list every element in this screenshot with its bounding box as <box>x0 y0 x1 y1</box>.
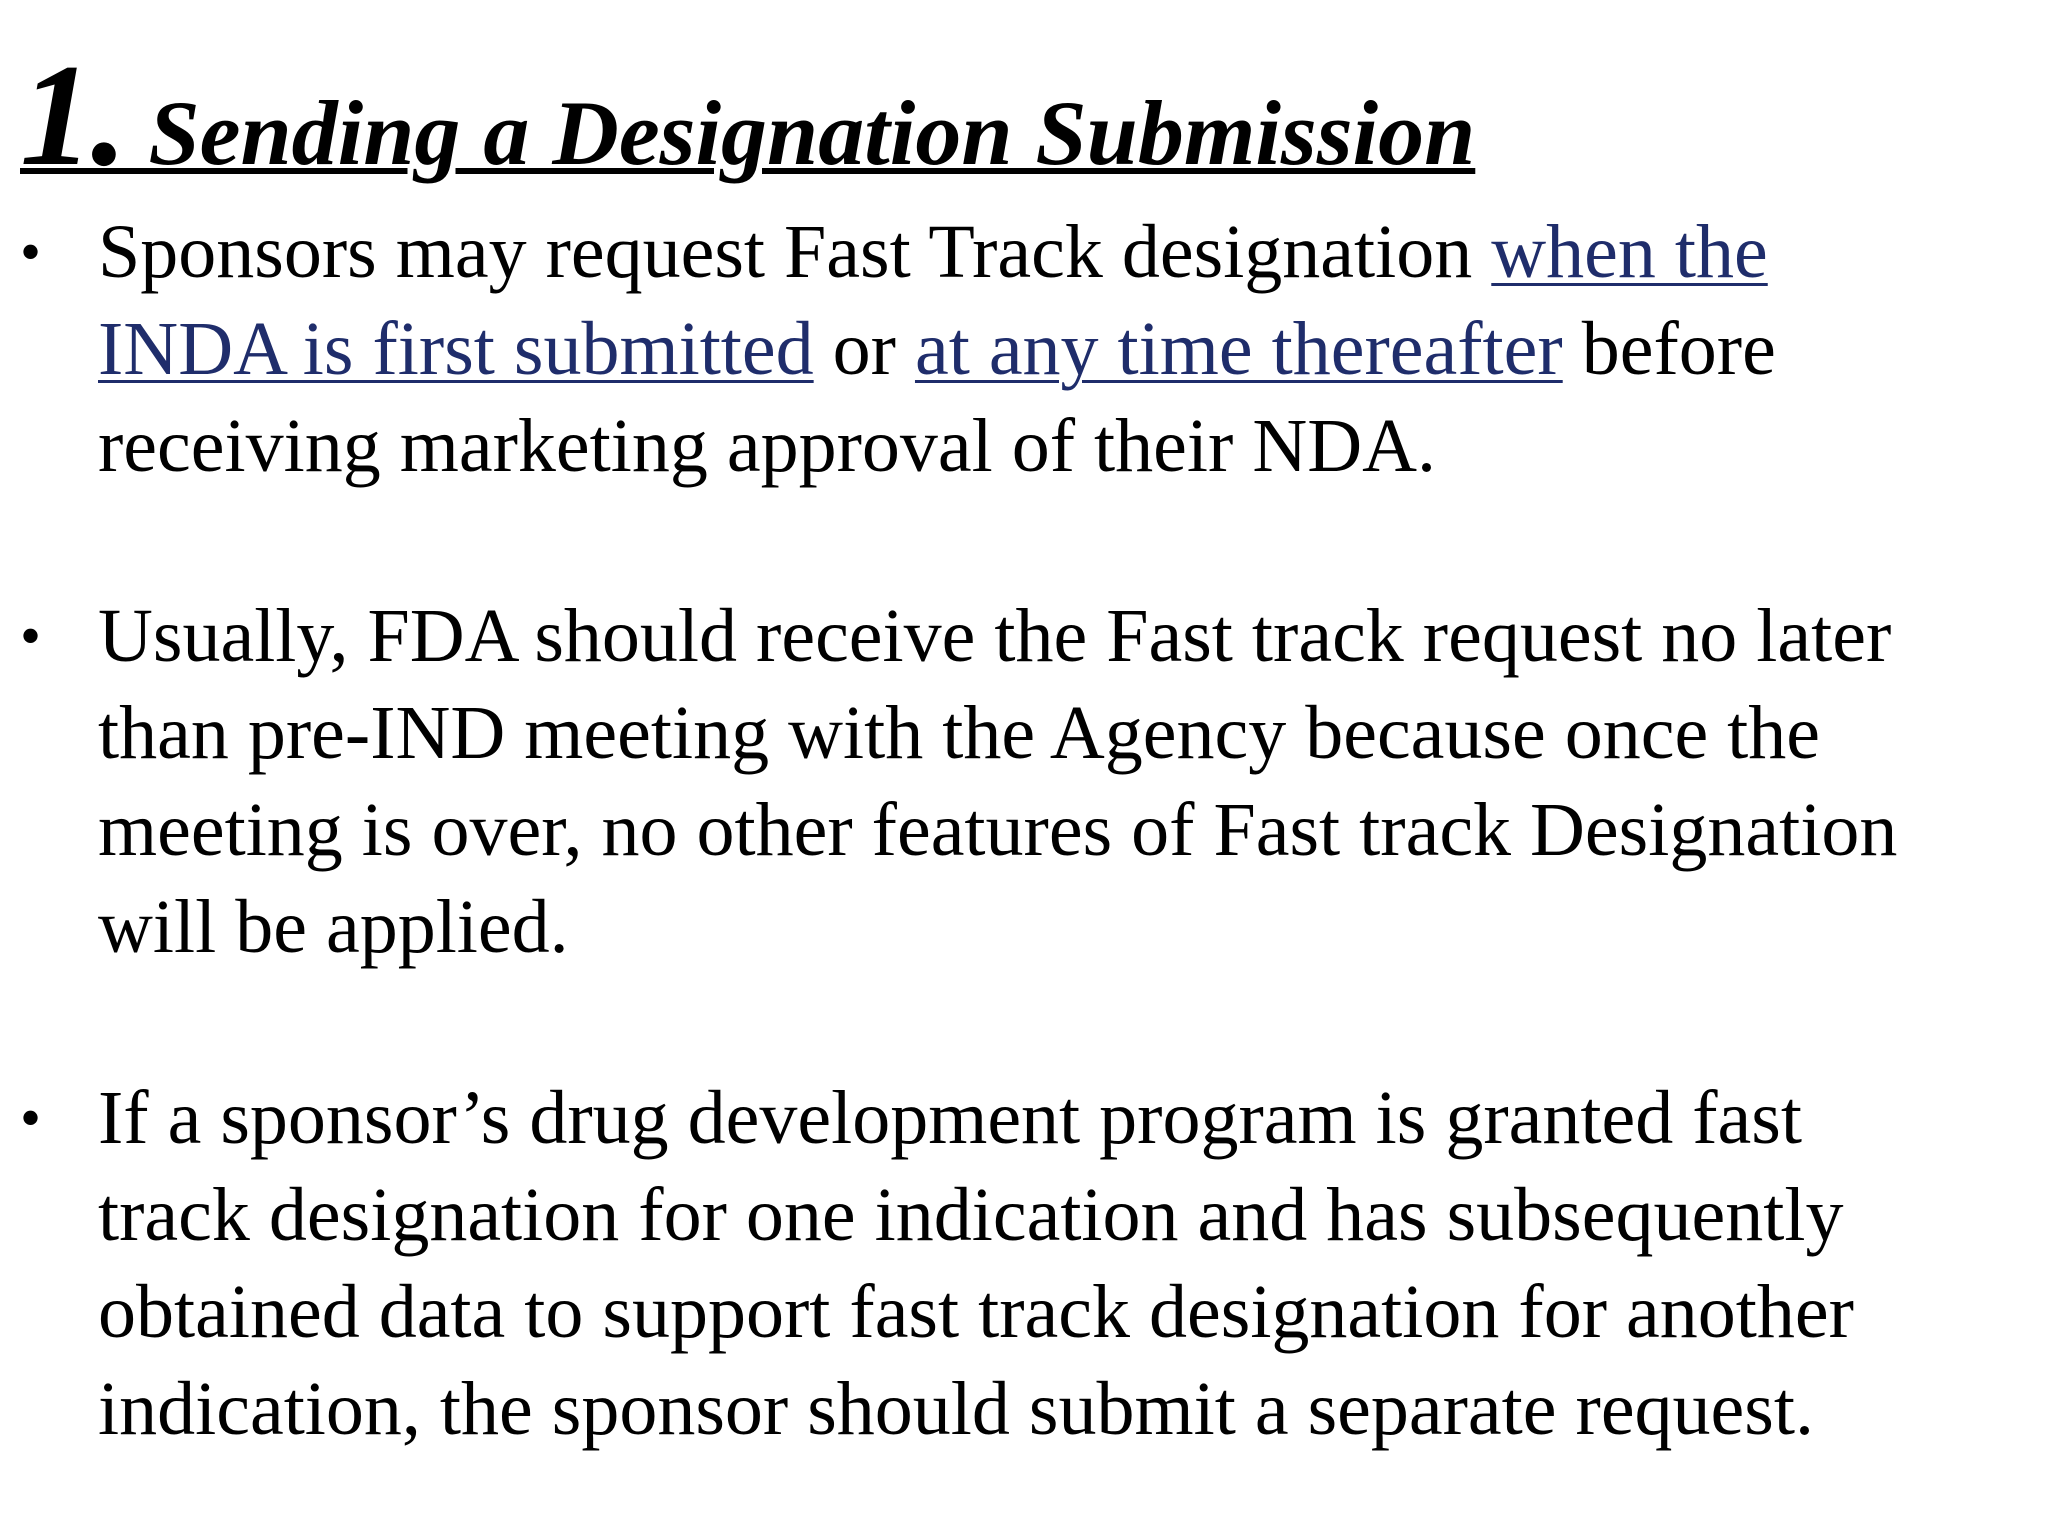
bullet-text-segment: before <box>1562 307 1776 391</box>
bullet-text-segment: Sponsors may request Fast Track designation <box>98 210 1492 294</box>
bullet-line <box>98 301 2018 398</box>
bullet-line: obtained data to support fast track designation for another <box>98 1270 1854 1354</box>
bullet-dot: • <box>20 219 42 285</box>
bullet-line: track designation for one indication and has subsequently <box>98 1173 1844 1257</box>
slide-title <box>20 28 1475 203</box>
bullet-dot: • <box>20 603 42 669</box>
link-when-inda-first-submitted[interactable]: INDA is first submitted <box>98 307 814 391</box>
bullet-line: receiving marketing approval of their NDA. <box>98 404 1436 488</box>
bullet-item-1 <box>20 204 2018 495</box>
bullet-text-segment: or <box>813 307 915 391</box>
bullet-item-2 <box>20 588 2018 976</box>
bullet-line <box>98 204 2018 301</box>
link-any-time-thereafter[interactable]: at any time thereafter <box>914 307 1563 391</box>
bullet-item-3 <box>20 1070 2018 1458</box>
bullet-line: meeting is over, no other features of Fast track Designation <box>98 788 1898 872</box>
bullet-line: indication, the sponsor should submit a separate request. <box>98 1367 1814 1451</box>
title-text: Sending a Designation Submission <box>125 82 1476 184</box>
bullet-line: will be applied. <box>98 885 569 969</box>
bullet-line: If a sponsor’s drug development program is granted fast <box>98 1076 1802 1160</box>
bullet-line: Usually, FDA should receive the Fast track request no later <box>98 594 1892 678</box>
link-when-inda-first-submitted[interactable]: when the <box>1491 210 1768 294</box>
bullet-line: than pre-IND meeting with the Agency because once the <box>98 691 1821 775</box>
title-number: 1. <box>20 34 126 196</box>
bullet-dot: • <box>20 1085 42 1151</box>
